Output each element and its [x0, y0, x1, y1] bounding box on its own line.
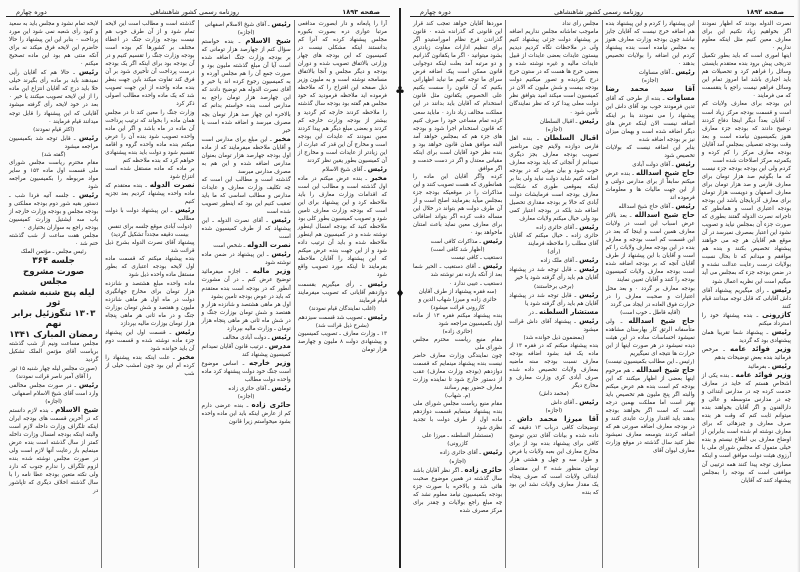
speaker-name: رئیس	[78, 190, 99, 199]
speech-text: ـ حالا هم که آقایان رأیی نمیدهند باید بر ماده رأی بگیرند خیلی خلا باید درج که آقایان انتزاع این ماده را از این لایحه تصویب میکنند یا خیر ٠ بعد در خود لایحه رأی گرفته میشود آقایانی که این پیشنهاد را قابل توجه میدانند قیام فرمایند ٠	[9, 70, 99, 125]
speech-text: ـ آقای حائری زاده	[228, 386, 272, 393]
procedural-note: (اجازه)	[641, 78, 659, 85]
speaker-name: رئیس	[482, 448, 503, 457]
speaker-name: آقا سید محمد رضا مساوات	[605, 85, 695, 103]
speaker-paragraph	[9, 381, 98, 398]
speech-text: ـ بنده لازم دانستم که در آخرین قسمت های بودجه ایران اینکه تلگراف وزارت داخله لازم است والبته اینکه بودجه امسال وزارت داخله کمتر از سال گذشته است بنده عرض مینمایم باز رعایت آنها لازم است ولی در صورت مجلس نوشته شده بنده لزوم تلگراف را ندارم جنوب که دارد ولی نکته متعین بودجه عطا نامه را با سال گذشته اخلاف دیگری که تاپاشور در	[9, 407, 99, 495]
speaker-paragraph	[105, 328, 194, 353]
body-paragraph: وزارت جنگ را معین کند تا در مجلس همان ماده را بخواند که ترتیب پرداخت آن ماده در ماه باشد و اگر این ماده واحده تصویب شود بنده آن را عرض میکنم بنده ماده واحده گروه و اقامه تقسیم شود و دولت باید بنده پیشنهادی خواهم کرد که بنده ملاحظه کنم	[105, 109, 195, 164]
speech-text: ـ بنده از طرحی که آقای تدین فرمودند خوب بود آقای داش این پیشنهاد را می نمودند بنا بر اینکه اضافه نیست الان اینکه عرض های دیگر اضافه شده است و بهمان میزان نیز بر بودجه اضافه شده	[605, 96, 695, 143]
body-paragraph: ماده واحده مبلغ هشتصد و شانزده هزار تومان برای مخارج جهانگیری دولت در ماه اول هر ماهی شانزده ملیون و هفتصد و شش تومان بوزارت جنگ و در ماه ثانی هر ماهی پنجاه هزار تومان بوزارت مالیه بپردازد	[105, 280, 195, 327]
speech-text: ـ تصویب شد قسمت سیزدهم	[298, 314, 368, 321]
speaker-paragraph	[606, 68, 695, 77]
speaker-paragraph	[606, 160, 695, 169]
speaker-paragraph	[413, 448, 502, 457]
publication-title: روزنامه رسمی کشور شاهنشاهی	[150, 8, 240, 16]
speech-text: ـ آقای حاج شیخ اسدالله	[618, 204, 676, 211]
speech-text: ـ هم مرحوم اینها بعضی از اظهار میکنند که این بودجه کم است بنده هم عرض میکنم والبته اگر پنج ملیون هم تخصیص باید بهتر است اما مملکت بهمین درجه است که است اگر بخواهند بودجه بدهند باید اقتدار وزارت عایدی کنند و در بودجه معارف اضافه صورتی هم که اضافه کردند بتوسعه معارف نمیشود نظر کنید سال گذشته در موقع وزارت معارف لیوان آقای	[605, 367, 695, 455]
body-paragraph: بر ماده که ماده مستقل شده است انتزاع شود	[105, 165, 195, 180]
speech-text: ـ این مبلغ برای مدارس است و آقایان ملاحظه میفرمایند که از ماده اول بودجه جهارصد هزار تومان بعنوان مدارس اضافه شده و این هم به مصرف مدارس میرسد	[201, 136, 291, 175]
text-column	[698, 20, 794, 568]
body-paragraph: لایحه تمام نشود و مجلس باید به سعید و کبود رأی شعبه نمی شود این مورد پرداخت ٠ بنابر این این پیشنهاد را حالا حاضرم این لایحه فرق میکند نه برای آنکه منتی هم بود این ماده تصحیح میکنم ٠	[9, 21, 99, 68]
body-paragraph: بنابر این اضافه نیست که بولایات تخصیص شود	[605, 144, 695, 159]
procedural-note: (گفته شد)	[41, 151, 66, 158]
procedural-note: (دولت آبادی موقع جلسه برای تنفس بیست دقیقه مجدداً تشکیل گردید)	[107, 224, 192, 239]
procedural-note: (محمد داش)	[538, 391, 569, 398]
procedural-note: (مستشار السلطنه ـ میرزا علی کازرونی)	[421, 433, 494, 448]
speech-text: ـ شخص است	[213, 243, 248, 250]
speech-text: ـ بنده عرض میکنم سابقاً از برای مدارس دولتی و از این جهت مالیات ها و معلومات فرموده اند	[605, 170, 695, 201]
speaker-name: رئیس	[579, 316, 599, 325]
speech-text: ـ دولت آبادی مخالف	[222, 334, 272, 341]
body-paragraph: چون نمایندگی وزارت معارف حاضر نیست بنده پیشنهاد مینمایم که قسمت دوازدهم (بودجه وزارت معارف) عقب از دستور خارج شود تا نماینده وزارت معارف حضور بهم رسانند	[413, 352, 503, 392]
speech-text: ـ بنده عرض میکنم در ماده اول گذشته است و مطالب این است که اقدامات وزارت معارف را باید ملاحظه کرد و این پیشنهاد برای این است که بودجه وزارت معارف تامین شود و تصویب کمیسیون بطور کلی بود	[297, 175, 387, 223]
speaker-paragraph	[413, 237, 502, 246]
text-column	[198, 20, 294, 568]
speaker-name: حائری زاده	[251, 401, 291, 410]
body-paragraph: مقام منیع ریاست محترم مجلس شورای ملی	[413, 336, 503, 351]
body-paragraph: مجلس رأی نداد	[562, 21, 599, 27]
speaker-paragraph	[9, 68, 98, 125]
speaker-paragraph	[509, 117, 598, 126]
body-paragraph: ماموجب تعاشانه مجلس نداریم اضافه بر پیشنهاد دولت جزئی پیشنهاد کنیم ولی در ملاحظات نگاه کردیم دیدیم بیستون عایدات بعضی عایدات از قبیل عایدات مالیه و غیره نوشته شده و بعضی خرج ها هست که در ستون خرج درج نگردیده و تصور میکنیم دولت بودجه بیست و شش ملیون که الان در کمیسیون است میکند امید بتوافق نظر دولت معلی پیدا کرد که نظر نمایندگان تأمین شود ٠	[509, 29, 599, 116]
procedural-note: (صورت مجلس لیله چهار شنبه ۱۵ ثور را آقای آمیر ناصر قرائت نمودند)	[10, 365, 98, 380]
speaker-paragraph	[606, 85, 695, 143]
speaker-name: رئیس	[271, 384, 291, 393]
speaker-name: رئیس	[78, 133, 99, 142]
body-paragraph: بنده پیشنهاد میکنم فقره ۱۳ از ماده اول بکمیسیون مراجعه شود	[413, 312, 503, 327]
speaker-paragraph	[702, 345, 791, 362]
speaker-name: نصرت الدوله	[149, 180, 195, 189]
body-paragraph: اول هر ماهی هشتصد و شانزده هزار و هفتصد و شش تومان بوزارت جنگ و در شش ماه ثانی هر ماهی پنجاه هزار تومان ـ وزارت مالیه بپردازد	[201, 301, 291, 332]
speech-text: ـ اقبال السلطان	[539, 118, 580, 125]
speaker-name: رئیس	[175, 327, 195, 336]
speaker-name: رئیس	[78, 380, 99, 389]
speaker-name: رئیس	[579, 290, 599, 299]
speaker-paragraph	[9, 406, 98, 496]
speech-text: ـ جلسه آتیه فردا شب ـ دستور بقیه شور دوم بودجه مملکتی و بودجه مجلس و بودجه وزارت خارجه از باب سه ایشتیل وزارت کمیسیون بودجه راجع به سواران بختیاری ٠	[9, 192, 99, 232]
publication-period: دوره چهارم	[420, 8, 451, 16]
fleuron-ornament-icon: ♦	[395, 287, 405, 300]
speech-text: ـ آقای شیخ الاسلام اصفهانی	[204, 22, 272, 28]
speaker-name: حاج شیخ اسدالله	[634, 211, 695, 220]
speaker-paragraph	[202, 216, 291, 241]
speaker-paragraph	[105, 206, 194, 223]
session-heading-line: جلسه ۳۶۴	[32, 256, 75, 267]
speech-text: ـ آقای شیخ الاسلام	[322, 166, 368, 173]
speaker-name: رئیس	[367, 312, 387, 321]
body-paragraph: بنده پیشنهاد میکنم که قسمت ماده اول لایحه بودجه اعتباری که بطور مستقل ماده واحده ذیل شود	[105, 256, 195, 279]
procedural-note: (اجازه)	[237, 394, 255, 401]
speaker-paragraph	[202, 359, 291, 384]
speaker-name: رئیس	[271, 250, 291, 259]
speech-text: ـ رأی میگیریم پیشنهاد آقای داش آقایانی که قابل توجه میدانند قیام کنند	[701, 287, 791, 310]
body-paragraph: گذشته است و مطالب است این لایحه تمام شود و از آن طرف خوب هم نیست بودجه وزارت جنگ در اعطاء مختلف بر کشورها کم بوده است بودجه وزارت جنگ را تقسیم کنیم و در آن بودجه بود برای اینکه اگر یک بودجه درست پرداخت آن تأخیری شود بر آن فرق کند تفاوت میکند باین جهت بنظر بنده ماده واحده از این جهت تصویب شد که یک ماده واحده مطالب اصولی ذکر کرد	[105, 21, 195, 108]
procedural-note: (اظهار شد کافی است)	[430, 247, 485, 254]
speaker-paragraph	[202, 384, 291, 393]
speaker-name: وزیر مالیه	[252, 267, 291, 276]
speaker-paragraph	[702, 311, 791, 328]
speaker-name: حائری زاده	[464, 465, 503, 474]
speech-text: ـ بفرمائید	[748, 363, 772, 370]
body-paragraph: گذشته است و مطالب این است که چه تکلیف وزارت معارف و عایدات مدارس و مطالب اساسی که ما باید تعقیب کنیم این بود که اینطور تصویب شده است	[201, 176, 291, 216]
speaker-name: وزیر فوائد عامه	[735, 371, 791, 380]
fleuron-ornament-icon: ♣	[395, 84, 405, 97]
speaker-name: اقبال السلطان	[543, 133, 599, 142]
speech-text: ـ علت اینکه بنده پیشنهاد را کرده ام این بود چون امشب خیلی از شب	[105, 354, 195, 378]
page-right	[400, 0, 800, 572]
speaker-paragraph	[509, 308, 598, 317]
speech-text: ـ آقای مساوات	[638, 70, 676, 77]
procedural-note: (اجازه)	[545, 126, 563, 133]
speaker-paragraph	[509, 265, 598, 282]
speaker-name: مخبر	[274, 134, 291, 143]
speaker-paragraph	[606, 202, 695, 211]
speaker-name: رئیس	[771, 285, 791, 294]
speech-text: ـ آقای دولت آبادی	[632, 161, 676, 168]
speech-text: ـ بنده عرضی دارم کم از عارض اینکه باید این ماده واحده بشود میخواستم زیرا قانون	[201, 403, 291, 426]
speaker-paragraph	[9, 191, 98, 232]
speech-text: ـ قابل توجه شد بکمیسیون مراجعه میشود	[9, 135, 99, 150]
body-paragraph: بودجه معارف بر گردد ٠ و بعد محل اعتبارات و صحبت معارف را در حرارت فوق العاده در ایجاد می گردد	[605, 285, 695, 308]
session-heading-line: ۱۳۰۳ تنگوزئیل برابر نهم	[11, 308, 96, 330]
speaker-paragraph	[702, 328, 791, 345]
speaker-paragraph	[202, 342, 291, 359]
procedural-note: (اکثر قیام نمودند)	[33, 126, 75, 133]
session-heading-line: صورت مشروح مجلس	[23, 266, 85, 288]
speaker-name: رئیس	[579, 223, 599, 232]
speech-text: ـ آقای داش	[550, 400, 580, 407]
speaker-name: رئیس	[771, 361, 791, 370]
publication-period: دوره چهارم	[16, 8, 47, 16]
speech-text: ـ قابل توجه شد در پیشنهاد آقایان هم باید رأی گرفته شود یا خیر	[509, 267, 599, 282]
body-paragraph: اینها اموری است که باید بطور تکمیل تدریجی پیش برود بنده معتقدم بایستی وسائل را فراهم کرد و تحصیلات هم باید اجباری باشد اما امروز تمام این وسائل فراهم نیست راجع با ینقسمت که می فرمایند ٠	[701, 53, 791, 100]
speaker-paragraph	[509, 223, 598, 232]
text-column	[6, 20, 101, 568]
signature-line: رئیس مجلس ـ مؤتمن الملک	[20, 249, 87, 256]
speaker-name: وزیر فوائد عامه	[730, 344, 791, 353]
speaker-name: رئیس	[175, 206, 195, 215]
body-paragraph: این پیشنهاد را کردم و این پیشنهاد بنده هم اضافه خرج نیست که آقایان جایز نباشد چون بودجه وزارت معارف هنوز به مجلس نیامده است بنده پیشنهاد کردم این اضافه را بولایات تخصیص بدهند ٠	[605, 21, 695, 68]
page-number: صفحه ۱۸۹۳	[342, 8, 380, 16]
speaker-name: شیخ الاسلام	[55, 405, 99, 414]
speaker-paragraph	[9, 134, 98, 151]
speech-text: ـ ولی متأسفانه الرتق کار بهارستان مشاهده نمیشود احساسات ساده در این هیئت دیده نمیشود در هر صورت اینها از این حرارت ها نتیجه ای نمیگیریم	[605, 318, 695, 357]
body-paragraph: این بودجه برای معارف ولایات کم است و قسمت بودجه مرکز زیاد است ٠ آقایان بعداً دیگر اینجا دفاع کردند توضیح دادند که بودجه جزء معارف هنوز بکمیسیون نیامده است و بعد وقت بودجه تفصیلی بمجلس آمد آقایان بودجه معارف مرکز را کم کرده و یکمرتبه مرکز اصلاحات شده است	[701, 101, 791, 164]
speech-text: ـ پیشنهاد شما تقریبا همان پیشنهادی بود که گردید	[701, 329, 791, 344]
speaker-paragraph	[606, 366, 695, 456]
speaker-paragraph	[298, 313, 387, 322]
procedural-note: (آقایه قاطل ـ خوب است)	[620, 309, 681, 316]
procedural-note: (برخی برخاستند)	[534, 283, 574, 290]
speech-text: ـ آقای حائری زاده	[536, 225, 580, 232]
speaker-name: رئیس	[367, 164, 387, 173]
speaker-paragraph	[509, 415, 598, 496]
text-column	[505, 20, 601, 568]
text-column	[602, 20, 698, 568]
speech-text: ـ این پیشنهاد دولت با دولت مطالب	[105, 208, 195, 223]
speaker-paragraph	[702, 371, 791, 485]
procedural-note: (اجازه)	[449, 458, 466, 465]
speaker-paragraph	[202, 250, 291, 267]
text-column	[410, 20, 505, 568]
speech-text: ـ رأی میگیریم بقسمت دوازدهم آقایانی که تصویب میفرمایند قیام فرمایند	[297, 281, 387, 304]
speech-text: ـ پیشنهاد آقای داش قرائت میشود	[509, 318, 599, 333]
speech-text: ـ بنده معتقدم که ماده واحده پیشنهاد کردیم بعد تجزیه کنیم	[105, 182, 195, 206]
speech-text: ـ آقای حائری زاده	[439, 450, 483, 457]
speaker-name: رئیس	[482, 237, 503, 246]
speech-text: ـ مرخص فرمائید بنده بعض توضیحات بدهم	[701, 346, 791, 361]
speaker-name: کازرونی	[762, 310, 791, 319]
procedural-note: (اجازه)	[45, 398, 62, 405]
speech-text: ـ آقای دستغیب ـ الحیر شما بعد از آنکه بازده نفر نوشته شد	[413, 264, 503, 279]
speaker-paragraph	[509, 134, 598, 224]
speaker-paragraph	[606, 211, 695, 284]
speaker-name: رئیس	[675, 159, 695, 168]
procedural-note: (سه فقره پیشنهاد از طرف آقایان حائری زاده و میرزا شهاب الدین و کازرونی قرائت میشود)	[418, 288, 497, 311]
body-paragraph: پیشنهاد آقای نصرت الدوله بشرح ذیل قرائت شد	[105, 240, 195, 255]
body-paragraph: مقام محترم ریاست مجلس شورای ملی قسمت اول ماده ۱۵۳ و سایر مواد مربوطه را بکمیسیون مراجعه شود	[9, 159, 99, 190]
speaker-paragraph	[298, 280, 387, 305]
speaker-paragraph	[105, 181, 194, 206]
procedural-note: (بشرح ذیل قرائت شد)	[315, 322, 369, 329]
speaker-paragraph	[606, 169, 695, 202]
body-paragraph: مجلس مساعت ونیم از شب گذشته بریاست آقای مؤتمن الملک تشکیل گردید	[9, 341, 99, 364]
speaker-name: رئیس	[675, 202, 695, 211]
speaker-name: مخبر	[370, 173, 387, 182]
speech-text: ـ قابل توجه شد در پیشنهاد آقایان هم باید رأی گرفته شود یا	[509, 292, 599, 307]
session-heading-line: لیله پنج شنبه ششم ثور	[12, 287, 95, 309]
column-group	[410, 20, 794, 568]
text-column	[294, 20, 390, 568]
speaker-name: نصرت الدوله	[247, 241, 291, 250]
speaker-paragraph	[202, 333, 291, 342]
running-header	[6, 4, 390, 17]
speech-text: ـ اجازه میفرمائید توضیح عرض کنم ـ در آن مشورت آنطور که در بودجه است بنده معتقدم که باید در عوض بودجه تامین بشود	[201, 269, 291, 300]
body-paragraph: کردم ولی این بودجه بودجه جزء نیست که ما بگوئیم صد هزار تومان برای معارف فارس و صد هزار تومان برای معارف اصفهان و دویست هزار تومان برای معارف آذربایجان باشد این بودجه بودجه اعتباری است و همانطور که تاجرانه نصرت الدوله گفتند بطوری که صورت جزء آن بمجلس نیاید و تصویب نشود این اعتبار بمصرف نمیرسد در آن موقع هم آقایان هر چه می خواهند پیشنهاد تخصیص بکنند و بنده هم موافقم و میدانم که تا بحال نسبت بولایات درست رعایت عدالت نشده و در ضمن بودجه جزء که بمجلس می آید میگیم است این نظریه اعمال شود	[701, 165, 791, 285]
body-paragraph: مقام منیع ریاست مجلس شورای ملی بنده پیشنهاد مینمایم قسمت دوازدهم ماده اول از طرف دولت با تجدید نظری شود	[413, 401, 503, 432]
running-header	[410, 4, 794, 17]
speaker-paragraph	[202, 37, 291, 135]
procedural-note: (رئیس ـ این مطالب بکمیسیون نیست)	[605, 358, 695, 365]
procedural-note: (اغلب نمایندگان قیام نمودند)	[308, 305, 376, 312]
speech-text: ـ توضیحات کافی درباب ۱۳ دقیقه که داده شده و بیانات آقای تدین توضیح کافی برای پیشنهاد بنده بود از برای مخارج معارف این بعبه ولایات یا فرض و طول سه و چهل و هشتی هزار تومان منظور شده ۳ این مقتضای ابتدائی ولایات است که صرف پنجاه یک مقدار معارف ولایات نشد این بود که بنده	[509, 417, 599, 496]
speaker-paragraph	[202, 20, 291, 29]
speaker-paragraph	[509, 317, 598, 334]
speaker-name: رئیس	[367, 279, 387, 288]
session-heading	[9, 256, 98, 340]
speaker-paragraph	[509, 398, 598, 407]
speaker-name: رئیس	[482, 262, 503, 271]
body-paragraph: ملاحظه کنید که بودجه امسال اینطور نوشته شده و در کمیسیون هم اینطور ملاحظه شده و باید آن ترتیب داده شود و از این جهت بنده عرض میکنم که این پیشنهاد را آقایان ملاحظه بفرمایند تا اینکه مورد تصویب واقع شود	[297, 224, 387, 279]
speaker-name: رئیس	[675, 68, 695, 77]
speaker-paragraph	[702, 362, 791, 371]
speaker-name: رئیس	[579, 256, 599, 265]
body-paragraph: ۱۳ ـ وزارت معارف ـ تصویب کمیسیون و پیشنهادی دولت ۸ ملیون و چهارصد هزار تومان	[297, 330, 387, 353]
procedural-note: (اجازه)	[545, 408, 563, 415]
body-paragraph: کرده واگر آقایان این ماده را همانطوری که هست تصویب کنند و این مذاکرات را در موقعیکه بودجه جزء بمجلس میآید بفرمایند اصلح است و از آن طرف دولت هم بتواند در خلال این مساله دقت کرده اگر بتواند اضافاتی برای معارف معین نماید باعث امتنان ماخواهد بود ٠	[413, 173, 503, 237]
speaker-paragraph	[298, 174, 387, 223]
speech-text: ـ اگر نظر آقایان باشد سال گذشته در همین موضوع صحبت هائی شد و بالاخره با صورت جزء بودجه بکمیسیون نیامد معلوم نشد که چه مبلغ راجع بولایات و چقدر برای مرکز مصرف شده	[413, 467, 503, 514]
speaker-paragraph	[413, 466, 502, 515]
speaker-paragraph	[606, 317, 695, 358]
procedural-note: (رأی)	[547, 249, 561, 256]
procedural-note: (حائری زاده)	[442, 328, 473, 335]
speaker-name: وزیر خارجه	[248, 358, 291, 367]
text-column	[101, 20, 197, 568]
speaker-paragraph	[105, 353, 194, 378]
body-paragraph: مجلس هفت ساعت از شب گذشته ختم شد ٠	[9, 233, 99, 248]
speaker-name: مستشار السلطنه	[539, 307, 599, 316]
speaker-name: رئیس	[771, 327, 791, 336]
speaker-name: حاج شیخ اسدالله	[636, 168, 695, 177]
speaker-paragraph	[509, 256, 598, 265]
column-group	[6, 20, 390, 568]
procedural-note: (اجازه)	[237, 30, 255, 37]
speaker-name: رئیس	[271, 216, 291, 225]
speech-text: ـ قسمت اول این پیشنهاد جزء ماده نوشته شده و قسمت دوم آن باید خوانده شود	[105, 329, 195, 352]
speaker-name: رئیس	[78, 68, 99, 77]
speech-text: ـ اساس موضوع است جنگ خود دولت پیشنهاد کرد ماده واحده دولت مطالب	[201, 360, 291, 384]
speaker-paragraph	[298, 165, 387, 174]
speech-text: ـ ترتیب قانون آقایان نمیدانم کمیسیون پیشنهاد کند	[201, 343, 291, 358]
speech-text: ـ آقای نصرت الدوله ـ این پیشنهاد که از طرف کمیسیون شده است	[201, 218, 291, 241]
speaker-paragraph	[702, 286, 791, 311]
speaker-name: مخبر	[177, 352, 195, 361]
speaker-paragraph	[509, 291, 598, 308]
speaker-name: آقا میرزا محمد داش	[516, 415, 599, 424]
speech-text: ـ بنده پیشنهاد خود را استرداد میکنم	[701, 312, 791, 327]
speaker-name: مدرس	[268, 341, 291, 350]
body-paragraph: موردها آقایان خواهد تعجب کند قرار این قانونی که گذرانده شده ۰ قانون گذراندن فرع نظام اموراستیدو اگر برای تنظیم ادارات مفاوت زیادتری بشود میتوانید ۰ اگر ما یکقانون گذرانیم و دو مرتبه آمد بعلت اینکه دوجوابی قانون ممکن است پیک اضافه فرض سرای ما توجه کنیم ما نباید اظهارانی بکنیم که آن قانون را سست بکنیم علی الخصوص یکقانون مثل قانون استخدام که آقایان باید بدانند در این مملکت مخالف زیاد دارد ۰ ماباید سعی کرده تمام مساعی خود را صرف کنیم که قانون استخدام اجرا شود و بودجه های جزء هم که بمجلس خواهد آمد البته موافق همان قانون خواهد بود و بنده نظر خود آقایان است برای اینکه مقیاس معتدل و اگر در دست خدمت و اگر موافق	[413, 21, 503, 172]
speech-text: ـ در صورت مجلس مخالفی وارد است آقای شیخ الاسلام اصفهانی	[9, 382, 99, 397]
body-paragraph: نصرت الدوله بودند که اظهار نمودند اگر بخواهیم زیاد نکنیم این برای معارف معین کنیم مثل اینکه معلوم نداریم ٠	[701, 21, 791, 52]
body-paragraph: دستغیب ـ عیبی ندارد ٠	[449, 280, 503, 287]
speaker-paragraph	[413, 262, 502, 279]
speaker-name: حاج شیخ اسدالله	[628, 316, 695, 325]
speech-text: ـ بنده اهل فارس دوازده ولایتم چون مرتاضیر تصویب بودجه معارف بجز دیگری نمیدانم از آنجائی که باید بودجه معارف خوب شود و بیان موئی که در بودجه اضافه کنیم شاید دولت نباید ولی بنا بر اینکه بموقعی طوری که شکایت معارف بودجه است فرمایشات دولت آبادی که حالا بر بودجه مقداری تحصیل اضافه شد بلکه در بودجه اعتبار کمی بود ولی خیال میکنم ولایات معارف	[509, 135, 599, 223]
speaker-name: حاج شیخ اسدالله	[636, 365, 695, 374]
session-heading-line: رمضان المبارک ۱۳۴۱	[9, 329, 98, 340]
publication-title: روزنامه رسمی کشور شاهنشاهی	[554, 8, 644, 16]
body-paragraph: بنده پیشنهاد میکنم که در فقره ۱۳ از ماده یک قید بشود اضافه بودجه معارف نسبت بودجه سنه ماضیه بمعارف ولایات تخصیص داده شده صرف آبادی کری وزارت معارف و مخارج دیگر	[509, 342, 599, 390]
speaker-paragraph	[202, 135, 291, 176]
procedural-note: (م. شهاب)	[444, 393, 471, 400]
speaker-name: رئیس	[579, 265, 599, 274]
speaker-name: رئیس	[271, 332, 291, 341]
speech-text: ـ آقای ملک زاده	[540, 258, 580, 265]
speech-text: ـ بنده یکی از اشخاص هستم که خاید در معارف خدمت کرده چه در مدارس ابتدائی و چه در مدارس متوسطه و عالی و دارالفنون و اگر آقایان بخواهند بنده میتوانم ثابت کنم که وقت هر بنده صرف معارف و چیزهائی که برای معارف نوشته ام شده است بنابراین از اوضاع معارف بی اطلاع نیستم و بنده خیلی متمول که مجلس شورای ملی با آرزوی هیئت دولت موافق است و اینکه مصارف توجه پیدا کنند همه ترتیبی آن موافقی است که بودجه را بمجلس پیشنهاد کنند که آقایان	[701, 373, 791, 484]
speech-text: ـ در	[528, 309, 540, 316]
speaker-name: شیخ الاسلام	[245, 37, 291, 46]
procedural-note: (بمضمون ذیل خوانده شد)	[523, 334, 585, 341]
body-paragraph: حائری زاده ـ خیال میکنم که آقایان آقای مطلب را ملاحظه فرمایند	[509, 233, 599, 248]
page-number: صفحه ۱۸۹۲	[746, 8, 784, 16]
speaker-paragraph	[202, 267, 291, 300]
speaker-name: رئیس	[579, 398, 599, 407]
speech-text: ـ بنده خواستم سؤال کنم از جهارصد هزار تومانی که بر بودجه وزارت جنگ اضافه شده است آیا آن مبلغ گذشته ملیون بود و صورت جمع آن را هم مجلس آورده و به کمیسیون رجوع کرده اند یا خیر و آقای نصرت الدوله هم توضیح دادند که این چهارصد هزار تومان راجع به مدارس است بنده خواستم بدانم که بالاخره این چهار صد هزار تومان بچه مصرف میرسد و اضافه شده است یا خیر	[201, 39, 291, 134]
speaker-name: رئیس	[579, 116, 599, 125]
body-paragraph: دستغیب ـ کافی نیست	[451, 255, 503, 262]
speech-text: ـ مذاکرات کافی است	[430, 239, 483, 246]
speech-text: ـ بعد بالاتر عرض اسباب این است در ولایات معارف همین است و اینجا که بعد در این قسمت کم است بودجه و معارف بنده در این بودجه معارف ولایات را کم است و آقایان با این پیشنهاد از طرف آقایان آنچه که بر بودجه اضافه شده است بودجه معارف ولایات کمیسیون بودجه را کنند و آقایان تعیین نمایند	[605, 213, 695, 284]
speaker-paragraph	[202, 401, 291, 426]
body-paragraph: آرا را پابعانه و دار ابصورت مدافعی مرتبا عواری دره بصورت بکبوره مجلس پیشنهاد کرده که آنرا کم بدانستند اینکه مشکلی نیست در کمیسیون که این بودجه های چهار وزارتی بالاتفاق تصویب شده و دوران بودجه و دیگر مجلس و آنجا بالاتفاق مسامحه نوشته است و به ملیون وزیر ذیل صفحه این اقتراح را که ملاحظه فرموده اید ملاحظه فرمودید که خود مجلس هم گفته بود بودجه سال گذشته را ملاحظه کردند خارجه کم گردید و بیشتر از بودجه وزارت خارجه کم کردند و بعضی مبلغ دیگر هم پیدا کردند معین نمودند که عایدات این بودجه است و مخارج آن این قدر که عبارت از این زیادتر از عایدات است و مخارج از آن کمیسیون بطور یقین نظر کردند	[297, 21, 387, 164]
speech-text: ـ این پیشنهاد در ضمن ماده نوشته شود	[201, 252, 291, 267]
speaker-paragraph	[202, 241, 291, 250]
speaker-name: رئیس	[271, 20, 291, 28]
